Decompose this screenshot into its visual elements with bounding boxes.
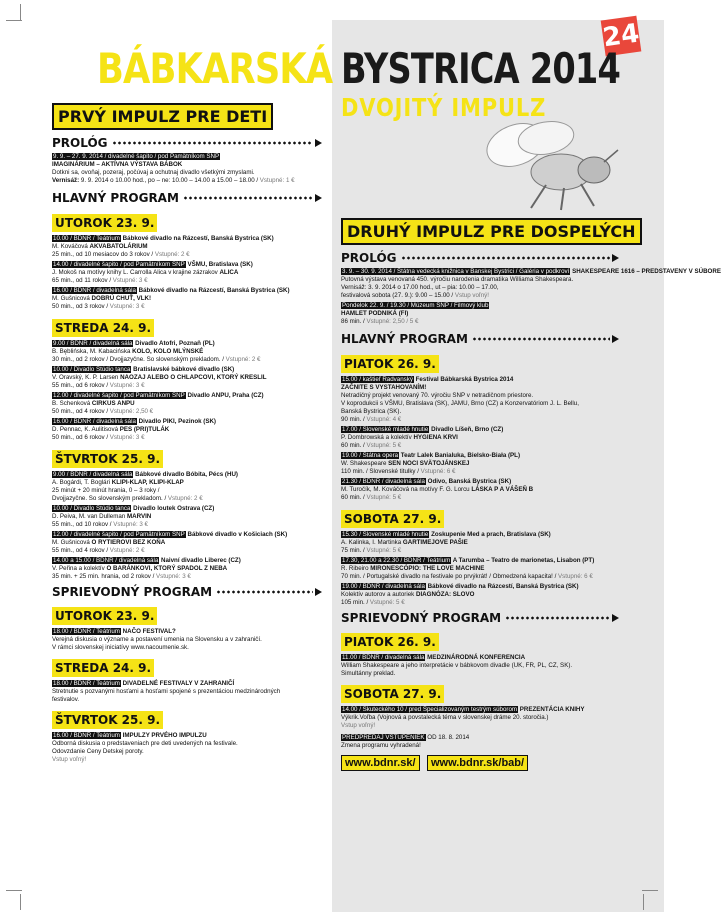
crop-mark [20,894,21,910]
event-item [341,706,619,730]
event-line: Vernisáž: 3. 9. 2014 o 17.00 hod., ut – pia: 10.00 – 17.00, [341,284,499,291]
event-line: 50 min., od 6 rokov / Vstupné: 3 € [52,434,145,441]
event-line: Odovzdanie Ceny Detskej poroty. [52,748,144,755]
event-line: B. Schenková CIRKUS ANPU [52,400,135,407]
event-item [52,287,322,311]
left-prolog-events [52,153,322,185]
event-item [52,732,322,764]
event-line: HAMLET PODNIKÁ (FI) [341,310,409,317]
event-organizer: NAČO FESTIVAL? [120,628,176,635]
url-row [341,753,619,771]
event-line: W. Shakespeare SEN NOCI SVÄTOJÁNSKEJ [341,460,470,467]
event-line: D. Pennac, K. Aulitisová PES (PRI)TULÁK [52,426,170,433]
event-line: Netradičný projekt venovaný 70. výročiu SNP v netradičnom priestore. [341,392,534,399]
day-heading: STREDA 24. 9. [52,319,154,337]
right-banner: DRUHÝ IMPULZ PRE DOSPELÝCH [341,218,642,245]
event-line: 70 min. / Portugalské divadlo na festivale po prvýkrát! / Obmedzená kapacita! / Vstupné: 6 € [341,573,593,580]
event-line: M. Kováčová AKVABATOLÁRIUM [52,243,148,250]
event-line: V rámci slovenskej iniciatívy www.nacoumenie.sk. [52,644,189,651]
event-time-venue: 9. 9. – 27. 9. 2014 / divadelné šapito / pod Pamätníkom SNP [53,153,220,160]
day-heading: SOBOTA 27. 9. [341,510,444,528]
presale-note [341,734,619,742]
event-item [341,302,619,326]
event-organizer: SHAKESPEARE 1616 – PREDSTAVENY V SÚBORE [570,268,721,275]
event-item [52,235,322,259]
event-line: 55 min., od 4 rokov / Vstupné: 2 € [52,547,145,554]
event-item [341,426,619,450]
url-link-2[interactable]: www.bdnr.sk/bab/ [427,755,528,771]
day-events [52,628,322,652]
event-item [52,531,322,555]
url-link-1[interactable]: www.bdnr.sk/ [341,755,420,771]
day-events [52,340,322,442]
event-item [341,557,619,581]
right-main-days [341,349,619,607]
event-item [52,628,322,652]
event-organizer: A Tarumba – Teatro de marionetas, Lisabon (PT) [451,557,595,564]
event-line: A. Kalinka, I. Martinka GARTIMEJOVE PAŠIE [341,539,468,546]
event-line: 110 min. / Slovenské titulky / Vstupné: 6 € [341,468,456,475]
event-organizer: Divadlo Líšeň, Brno (CZ) [429,426,504,433]
event-time-venue: 19.00 / BDNR / divadelná sála [342,583,425,590]
left-side-heading: SPRIEVODNÝ PROGRAM [52,585,322,599]
bee-illustration [476,110,626,215]
event-time-venue: Pondelok 22. 9. / 19.30 / Múzeum SNP / Filmový klub [342,302,489,309]
event-time-venue: 18.00 / BDNR / Teátrium [53,628,120,635]
event-line: Putovná výstava venovaná 450. výročiu narodenia dramatika Williama Shakespeara. [341,276,574,283]
event-line: William Shakespeare a jeho interpretácie v bábkovom divadle (UK, FR, PL, CZ, SK). [341,662,573,669]
event-time-venue: 21.30 / BDNR / divadelná sála [342,478,425,485]
event-time-venue: 10.00 / BDNR / Teátrium [53,235,120,242]
event-time-venue: 16.00 / BDNR / divadelná sála [53,287,136,294]
event-item [341,268,721,300]
event-line: 35 min. + 25 min. hrania, od 2 rokov / Vstupné: 3 € [52,573,191,580]
subtitle-right: DVOJITÝ IMPULZ [341,93,547,122]
event-organizer: Bábkové divadlo Bóbita, Pécs (HU) [133,471,238,478]
event-line: Dvojjazyčne. So slovenským prekladom. / Vstupné: 2 € [52,495,203,502]
event-time-venue: 14.00 / divadelné šapito / pod Pamätníkom SNP [53,261,185,268]
event-line: 30 min., od 2 rokov / Dvojjazyčne. So slovenským prekladom. / Vstupné: 2 € [52,356,261,363]
event-item [52,471,322,503]
event-item [341,376,619,424]
event-line: 105 min. / Vstupné: 5 € [341,599,405,606]
left-main-heading: HLAVNÝ PROGRAM [52,191,322,205]
presale-date: OD 18. 8. 2014 [427,734,470,741]
event-line: J. Mokoš na motívy knihy L. Carrolla Alica v krajine zázrakov ALICA [52,269,239,276]
event-time-venue: 15.00 / kaštieľ Radvanský [342,376,413,383]
logo-24-badge: 24 [601,16,642,57]
event-organizer: Divadlo ANPU, Praha (CZ) [185,392,264,399]
event-item [341,654,619,678]
event-organizer: DIVADELNÉ FESTIVALY V ZAHRANIČÍ [120,680,235,687]
event-line: 60 min. / Vstupné: 5 € [341,494,402,501]
event-item [52,366,322,390]
event-item [52,557,322,581]
presale-label: PREDPREDAJ VSTUPENIEK [342,734,425,741]
event-time-venue: 10.00 / Divadlo Štúdio tanca [53,505,131,512]
event-time-venue: 16.00 / BDNR / divadelná sála [53,418,136,425]
event-line: R. Ribeiro MIRONESCÓPIO: THE LOVE MACHINE [341,565,485,572]
event-time-venue: 9.00 / BDNR / divadelná sála [53,340,133,347]
event-time-venue: 14.00 / Skuteckého 10 / pred Špecializovaným testrým súborom [342,706,518,713]
event-organizer: Zoskupenie Med a prach, Bratislava (SK) [429,531,551,538]
day-events [52,732,322,764]
crop-mark [6,890,22,891]
event-organizer: Festival Bábkarská Bystrica 2014 [413,376,514,383]
crop-mark [643,894,644,910]
event-line: Odborná diskusia o predstaveniach pre deti uvedených na festivale. [52,740,238,747]
event-line: M. Gušnicová DOBRÚ CHUŤ, VLK! [52,295,152,302]
day-heading: SOBOTA 27. 9. [341,685,444,703]
event-time-venue: 14.00 a 15.00 / BDNR / divadelná sála [53,557,159,564]
event-organizer: Bábkové divadlo na Rázcestí, Banská Bystrica (SK) [120,235,274,242]
event-line: V. Peřina a kolektív O BARÁNKOVI, KTORÝ SPADOL Z NEBA [52,565,228,572]
event-line: festivalov. [52,696,80,703]
event-item [341,583,619,607]
title-left: BÁBKARSKÁ [97,44,333,93]
event-line: IMAGINÁRIUM – AKTÍVNA VÝSTAVA BÁBOK [52,161,183,168]
crop-mark [6,20,22,21]
right-side-days [341,628,619,730]
event-line: 25 min., od 10 mesiacov do 3 rokov / Vstupné: 2 € [52,251,190,258]
day-heading: PIATOK 26. 9. [341,633,439,651]
event-time-venue: 9.00 / BDNR / divadelná sála [53,471,133,478]
event-item [341,478,619,502]
left-prolog-heading: PROLÓG [52,136,322,150]
event-line: M. Gušnicová O RYTIEROVI BEZ KOŇA [52,539,166,546]
event-item [52,261,322,285]
event-line: M. Turočík, M. Kováčová na motívy F. G. Lorcu LÁSKA P A VÁŠEŇ B [341,486,534,493]
event-line: 25 minút + 20 minút hrania, 0 – 3 roky / [52,487,160,494]
event-line: Výkrik.Voľba (Vojnová a povstalecká téma v slovenskej dráme 20. storočia.) [341,714,549,721]
day-heading: STREDA 24. 9. [52,659,154,677]
crop-mark [642,890,658,891]
event-item [341,531,619,555]
right-main-heading: HLAVNÝ PROGRAM [341,332,619,346]
event-time-venue: 12.00 / divadelné šapito / pod Pamätníkom SNP [53,392,185,399]
event-organizer: Divadlo PIKI, Pezinok (SK) [136,418,216,425]
event-line: 60 min. / Vstupné: 5 € [341,442,402,449]
event-line: Dotkni sa, ovoňaj, pozeraj, počúvaj a ochutnaj divadlo všetkými zmyslami. [52,169,255,176]
day-heading: UTOROK 23. 9. [52,607,157,625]
change-note: Zmena programu vyhradená! [341,742,421,749]
event-organizer: Bratislavské bábkové divadlo (SK) [131,366,235,373]
event-organizer: VŠMU, Bratislava (SK) [185,261,253,268]
event-time-venue: 3. 9. – 30. 9. 2014 / Štátna vedecká knižnica v Banskej Bystrici / Galéria v podkroví [342,268,570,275]
event-line: B. Bęblińska, M. Kabacińska KOLO, KOLO MLÝNSKÉ [52,348,204,355]
event-time-venue: 17.30, 21.00 a 22.30 / BDNR / Teátrium [342,557,451,564]
event-line: 55 min., od 10 rokov / Vstupné: 3 € [52,521,148,528]
event-organizer: Bábkové divadlo na Rázcestí, Banská Bystrica (SK) [425,583,579,590]
day-events [52,680,322,704]
event-organizer: MEDZINÁRODNÁ KONFERENCIA [425,654,526,661]
event-time-venue: 18.00 / BDNR / Teátrium [53,680,120,687]
event-time-venue: 17.00 / Slovenské mladé hnutie [342,426,429,433]
crop-mark [20,4,21,20]
event-line: Verejná diskusia o význame a postavení umenia na Slovensku a v zahraničí. [52,636,262,643]
event-organizer: Divadlo loutek Ostrava (CZ) [131,505,215,512]
event-line: Banská Bystrica (SK). [341,408,402,415]
left-banner: PRVÝ IMPULZ PRE DETI [52,103,273,130]
event-line: 65 min., od 11 rokov / Vstupné: 3 € [52,277,148,284]
event-line: festivalová sobota (27. 9.): 9.00 – 15.00 / Vstup voľný! [341,292,489,299]
right-prolog-events [341,268,721,326]
right-side-heading: SPRIEVODNÝ PROGRAM [341,611,619,625]
day-events [52,471,322,581]
event-item [52,418,322,442]
event-time-venue: 11.00 / BDNR / divadelná sála [342,654,425,661]
event-time-venue: 10.00 / Divadlo Štúdio tanca [53,366,131,373]
event-line: Vstup voľný! [341,722,376,729]
day-heading: ŠTVRTOK 25. 9. [52,711,163,729]
event-item [52,153,322,185]
event-organizer: PREZENTÁCIA KNIHY [518,706,585,713]
left-column [52,103,322,766]
day-events [341,654,619,678]
event-time-venue: 16.00 / BDNR / Teátrium [53,732,120,739]
event-item [52,680,322,704]
left-main-days [52,208,322,581]
event-organizer: IMPULZY PRVÉHO IMPULZU [120,732,207,739]
event-line: 86 min. / Vstupné: 2,50 / 5 € [341,318,419,325]
event-line: 75 min. / Vstupné: 5 € [341,547,402,554]
event-line: Kolektív autorov a autoriek DIAGNÓZA: SLOVO [341,591,475,598]
event-organizer: Bábkové divadlo v Košiciach (SK) [185,531,288,538]
event-time-venue: 15.30 / Slovenské mladé hnutie [342,531,429,538]
day-events [52,235,322,311]
event-line: A. Bogárdi, T. Boglári KLIPI-KLAP, KLIPI-KLAP [52,479,184,486]
event-item [52,392,322,416]
event-line: 90 min. / Vstupné: 4 € [341,416,402,423]
event-time-venue: 19.00 / Štátna opera [342,452,399,459]
event-organizer: Naivní divadlo Liberec (CZ) [159,557,241,564]
day-heading: PIATOK 26. 9. [341,355,439,373]
event-line: V koprodukcii s VŠMU, Bratislava (SK), JAMU, Brno (CZ) a Konzervatóriom J. L. Bellu, [341,400,579,407]
event-organizer: Divadlo Atofri, Poznaň (PL) [133,340,215,347]
event-line: Stretnutie s pozvanými hosťami a hosťami spojené s prezentáciou medzinárodných [52,688,281,695]
left-side-days [52,602,322,764]
day-heading: UTOROK 23. 9. [52,214,157,232]
event-item [341,452,619,476]
right-column [341,218,721,771]
event-line: Simultánny preklad. [341,670,396,677]
event-organizer: Bábkové divadlo na Rázcestí, Banská Bystrica (SK) [136,287,290,294]
event-line: P. Dombrowská a kolektív HYGIENA KRVI [341,434,458,441]
day-events [341,531,619,607]
event-organizer: Odivo, Banská Bystrica (SK) [425,478,512,485]
event-line: 50 min., od 4 rokov / Vstupné: 2,50 € [52,408,154,415]
event-item [52,505,322,529]
event-line: 55 min., od 6 rokov / Vstupné: 3 € [52,382,145,389]
event-line: V. Oravský, K. P. Larsen NAOZAJ ALEBO O CHLAPCOVI, KTORÝ KRESLIL [52,374,267,381]
event-item [52,340,322,364]
right-prolog-heading: PROLÓG [341,251,619,265]
day-events [341,376,619,502]
event-line: ZAČNITE S VYSTAHOVANÍM! [341,384,427,391]
day-heading: ŠTVRTOK 25. 9. [52,450,163,468]
title-right: BYSTRICA 2014 [341,44,621,93]
event-line: Vstup voľný! [52,756,87,763]
event-organizer: Teatr Lalek Banialuka, Bielsko-Biała (PL) [399,452,521,459]
event-time-venue: 12.00 / divadelné šapito / pod Pamätníkom SNP [53,531,185,538]
event-line: Vernisáž: 9. 9. 2014 o 10.00 hod., po – ne: 10.00 – 14.00 a 15.00 – 18.00 / Vstupné: 1 € [52,177,295,184]
day-events [341,706,619,730]
event-line: 50 min., od 3 rokov / Vstupné: 3 € [52,303,145,310]
event-line: D. Peiva, M. van Dulleman MARVIN [52,513,152,520]
